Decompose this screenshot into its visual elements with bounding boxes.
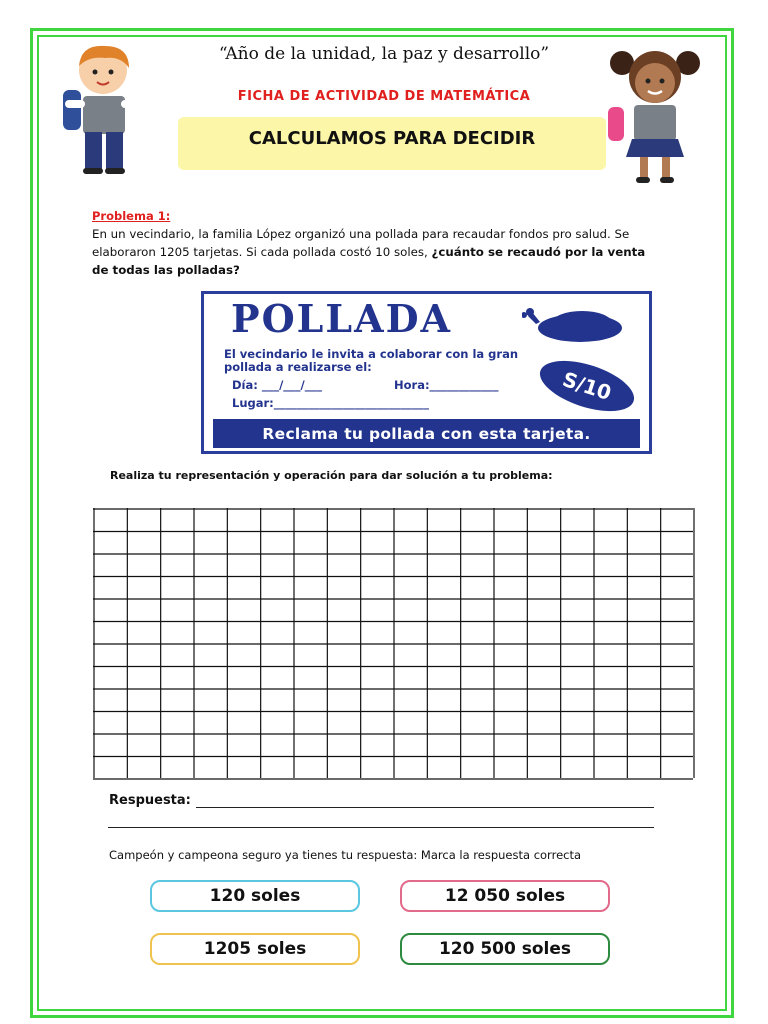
option-12050-soles[interactable]: 12 050 soles (400, 880, 610, 912)
poster-title: POLLADA (231, 296, 453, 341)
poster-band: Reclama tu pollada con esta tarjeta. (213, 419, 640, 448)
page-title: CALCULAMOS PARA DECIDIR (248, 128, 536, 149)
price-tag: S/10 (534, 351, 640, 421)
girl-illustration (600, 45, 710, 187)
option-1205-soles[interactable]: 1205 soles (150, 933, 360, 965)
answer-label: Respuesta: (109, 793, 191, 808)
work-grid[interactable] (93, 508, 697, 780)
option-120-soles[interactable]: 120 soles (150, 880, 360, 912)
problem-statement (92, 225, 658, 279)
poster-place: Lugar:___________________________ (232, 396, 430, 410)
answer-line-1[interactable] (196, 807, 654, 808)
poster-invite: El vecindario le invita a colaborar con la gran (224, 347, 519, 361)
choice-prompt: Campeón y campeona seguro ya tienes tu respuesta: Marca la respuesta correcta (109, 848, 582, 862)
motto-heading: “Año de la unidad, la paz y desarrollo” (218, 44, 550, 64)
poster-date: Día: ___/___/___ (232, 378, 323, 392)
pollada-poster (201, 291, 652, 454)
instruction: Realiza tu representación y operación para dar solución a tu problema: (110, 469, 553, 482)
answer-line-2[interactable] (108, 827, 654, 828)
option-120500-soles[interactable]: 120 500 soles (400, 933, 610, 965)
chicken-icon (522, 302, 630, 344)
problem-question: ¿cuánto se recaudó por la venta de todas las polladas? (92, 245, 646, 277)
poster-time: Hora:____________ (394, 378, 499, 392)
worksheet-subtitle: FICHA DE ACTIVIDAD DE MATEMÁTICA (237, 89, 531, 104)
problem-title: Problema 1: (92, 209, 171, 223)
poster-invite-2: pollada a realizarse el: (224, 360, 372, 374)
problem-text: En un vecindario, la familia López organizó una pollada para recaudar fondos pro salud. Se elaboraron 1205 tarjetas. Si cada pollada costó 10 soles, (92, 227, 630, 259)
